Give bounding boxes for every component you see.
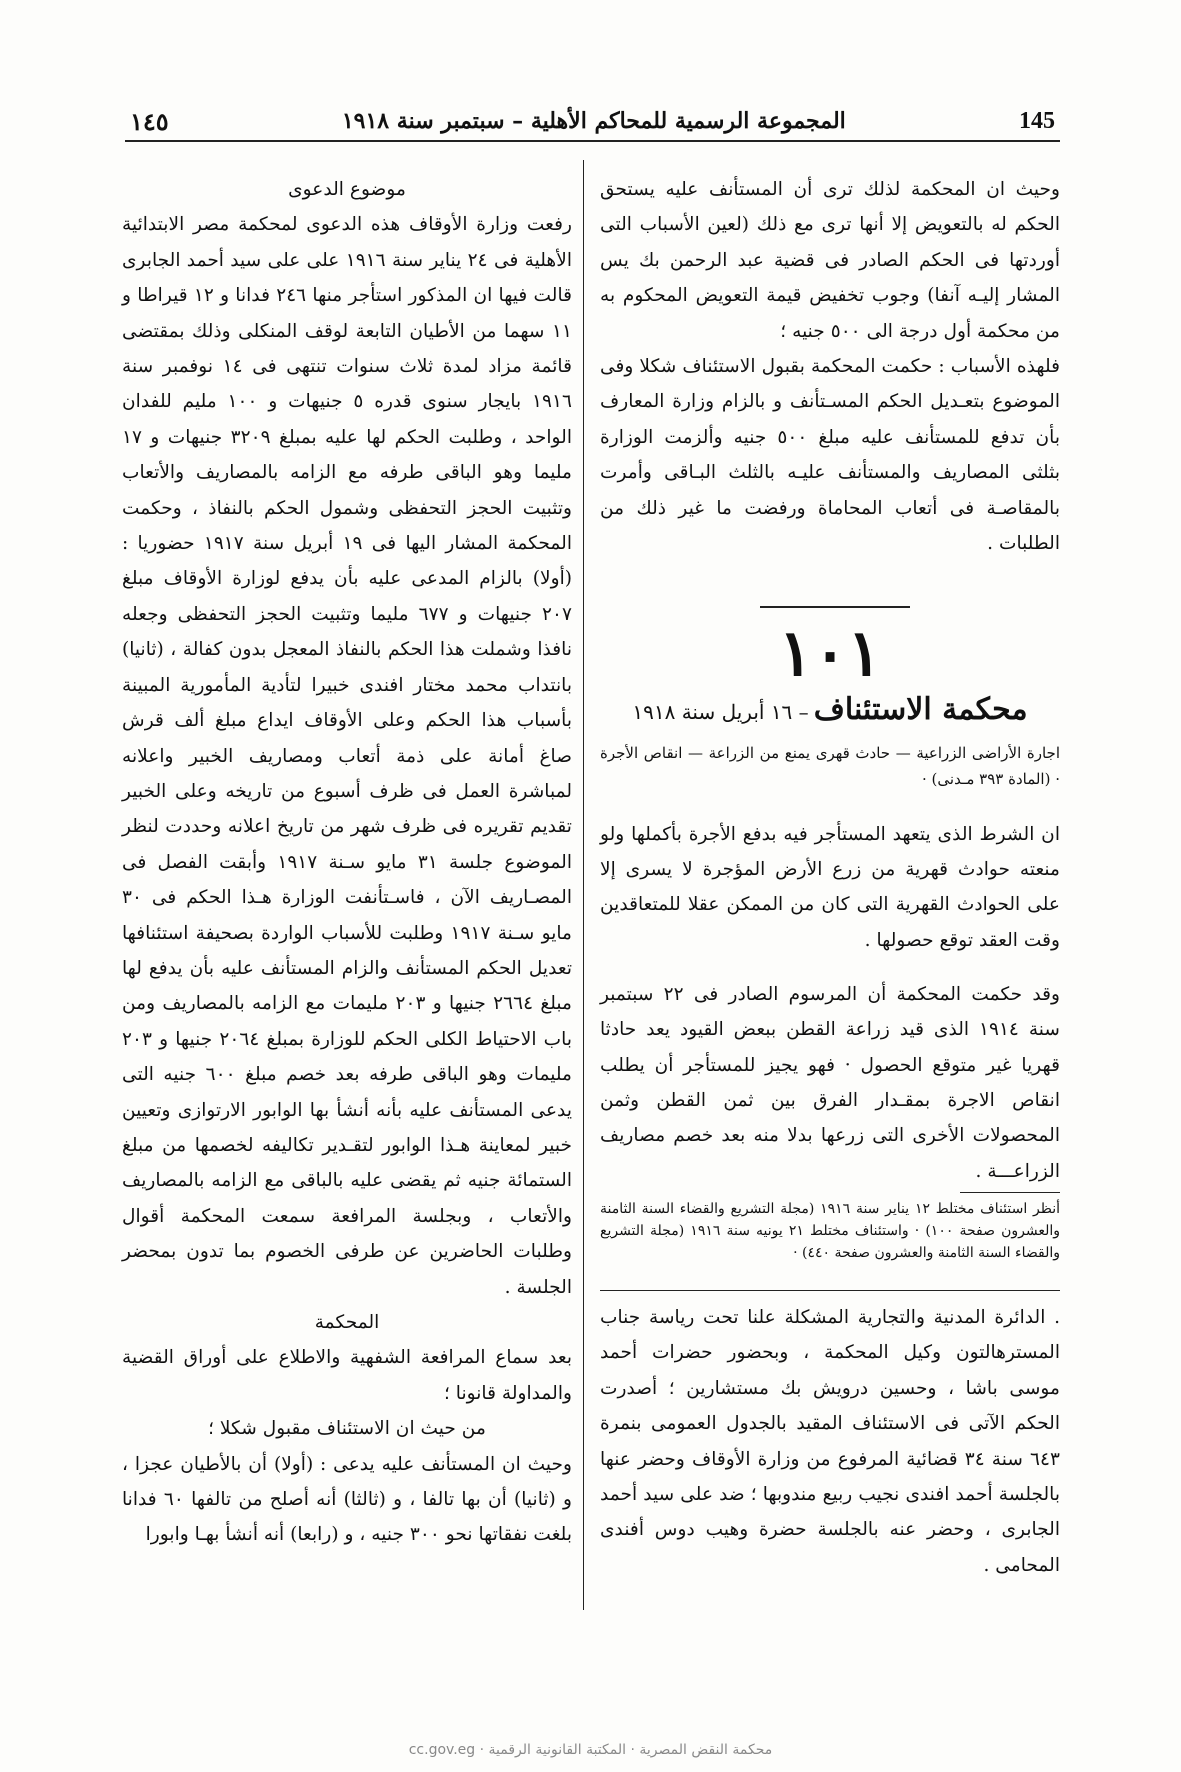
principle-paragraph: وقد حكمت المحكمة أن المرسوم الصادر فى ٢٢ سبتمبر سنة ١٩١٤ الذى قيد زراعة القطن ببعض القيود يعد حادثا قهريا غير متوقع الحصول · فهو يجيز للمستأجر أن يطلب انقاص الاجرة بمقـدار الفرق بين ثمن القطن وثمن المحصولات الأخرى التى زرعها بدلا منه بعد خصم مصاريف الزراعـــة . bbox=[600, 983, 1060, 1182]
footnote-end-rule bbox=[600, 1290, 1060, 1291]
case-separator bbox=[760, 606, 910, 608]
footer-watermark: cc.gov.eg · محكمة النقض المصرية · المكتبة القانونية الرقمية bbox=[408, 1742, 773, 1758]
case-principles bbox=[600, 798, 1060, 1208]
paragraph: وحيث ان المحكمة لذلك ترى أن المستأنف عليه يستحق الحكم له بالتعويض إلا أنها ترى مع ذلك (لعين الأسباب التى أوردتها فى الحكم الصادر فى قضية عبد الرحمن بك يس المشار إليـه آنفا) وجوب تخفيض قيمة التعويض المحكوم به من محكمة أول درجة الى ٥٠٠ جنيه ؛ bbox=[600, 179, 1060, 342]
header-rule bbox=[125, 140, 1060, 142]
footnote-rule bbox=[960, 1192, 1060, 1193]
panel-paragraph: . الدائرة المدنية والتجارية المشكلة علنا تحت رياسة جناب المسترهالتون وكيل المحكمة ، وبحضور حضرات أحمد موسى باشا ، وحسين درويش بك مستشارين ؛ أصدرت الحكم الآتى فى الاستئناف المقيد بالجدول العمومى بنمرة ٦٤٣ سنة ٣٤ قضائية المرفوع من وزارة الأوقاف وحضر عنها بالجلسة أحمد افندى نجيب ربيع مندوبها ؛ ضد على سيد أحمد الجابرى ، وحضر عنه بالجلسة حضرة وهيب دوس أفندى المحامى . bbox=[600, 1307, 1060, 1576]
running-title: المجموعة الرسمية للمحاكم الأهلية – سبتمبر سنة ١٩١٨ bbox=[341, 108, 846, 134]
paragraph: فلهذه الأسباب : حكمت المحكمة بقبول الاستئناف شكلا وفى الموضوع بتعـديل الحكم المسـتأنف و بالزام وزارة المعارف بأن تدفع للمستأنف عليه مبلغ ٥٠٠ جنيه وألزمت الوزارة بثلثى المصاريف والمستأنف عليـه بالثلث البـاقى وأمرت بالمقاصـة فى أتعاب المحاماة ورفضت ما غير ذلك من الطلبات . bbox=[600, 356, 1060, 555]
right-column-top bbox=[600, 172, 1060, 561]
court-name: محكمة الاستئناف bbox=[813, 692, 1028, 727]
page-header bbox=[130, 100, 1055, 142]
page-number-latin: 145 bbox=[1018, 107, 1055, 134]
footnote: أنظر استئناف مختلط ١٢ يناير سنة ١٩١٦ (مجلة التشريع والقضاء السنة الثامنة والعشرون صفحة ١٠٠) · واستئناف مختلط ٢١ يونيه سنة ١٩١٦ (مجلة التشريع والقضاء السنة الثامنة والعشرون صفحة ٤٤٠) · bbox=[600, 1201, 1061, 1261]
case-number: ١٠١ bbox=[778, 616, 882, 691]
court-heading: المحكمة bbox=[314, 1312, 380, 1333]
subject-paragraph: رفعت وزارة الأوقاف هذه الدعوى لمحكمة مصر الابتدائية الأهلية فى ٢٤ يناير سنة ١٩١٦ على على سيد أحمد الجابرى قالت فيها ان المذكور استأجر منها ٢٤٦ فدانا و ١٢ قيراطا و ١١ سهما من الأطيان التابعة لوقف المنكلى وذلك بمقتضى قائمة مزاد لمدة ثلاث سنوات تنتهى فى ١٤ نوفمبر سنة ١٩١٦ بايجار سنوى قدره ٥ جنيهات و ١٠٠ مليم للفدان الواحد ، وطلبت الحكم لها عليه بمبلغ ٣٢٠٩ جنيهات و ١٧ مليما وهو الباقى طرفه مع الزامه بالمصاريف والأتعاب وتثبيت الحجز التحفظى وشمول الحكم بالنفاذ ، وحكمت المحكمة المشار اليها فى ١٩ أبريل سنة ١٩١٧ حضوريا : (أولا) بالزام المدعى عليه بأن يدفع لوزارة الأوقاف مبلغ ٢٠٧ جنيهات و ٦٧٧ مليما وتثبيت الحجز التحفظى وجعله نافذا وشملت هذا الحكم بالنفاذ المعجل بدون كفالة ، (ثانيا) بانتداب محمد مختار افندى خبيرا لتأدية المأمورية المبينة بأسباب هذا الحكم وعلى الأوقاف ايداع مبلغ ألف قرش صاغ أمانة على ذمة أتعاب ومصاريف الخبير واعلانه لمباشرة العمل فى ظرف أسبوع من تاريخه وعلى الخبير تقديم تقريره فى ظرف شهر من تاريخ اعلانه وحددت لنظر الموضوع جلسة ٣١ مايو سـنة ١٩١٧ وأبقت الفصل فى المصـاريف الآن ، فاسـتأنفت الوزارة هـذا الحكم فى ٣٠ مايو سـنة ١٩١٧ وطلبت للأسباب الواردة بصحيفة استئنافها تعديل الحكم المستأنف والزام المستأنف عليه بأن يدفع لها مبلغ ٢٦٦٤ جنيها و ٢٠٣ مليمات مع الزامه بالمصاريف ومن باب الاحتياط الكلى الحكم للوزارة بمبلغ ٢٠٦٤ جنيها و ٢٠٣ مليمات وهو الباقى طرفه بعد خصم مبلغ ٦٠٠ جنيه التى يدعى المستأنف عليه بأنه أنشأ بها الوابور الارتوازى وتعيين خبير لمعاينة هـذا الوابور لتقـدير تكاليفه لخصمها من مبلغ الستمائة جنيه ثم يقضى عليه بالباقى مع الزامه بالمصاريف والأتعاب ، وبجلسة المرافعة سمعت المحكمة أقوال وطلبات الحاضرين عن طرفى الخصوم بما تدون بمحضر الجلسة . bbox=[122, 214, 573, 1298]
page-number-arabic: ١٤٥ bbox=[130, 106, 169, 136]
column-divider bbox=[583, 160, 584, 1610]
case-summary: اجارة الأراضى الزراعية — حادث قهرى يمنع من الزراعة — انقاص الأجرة · (المادة ٣٩٣ مـدنى) · bbox=[600, 744, 1060, 788]
court-title bbox=[600, 690, 1060, 734]
court-date: – ١٦ أبريل سنة ١٩١٨ bbox=[632, 700, 809, 724]
left-column bbox=[122, 172, 572, 1553]
principle-paragraph: ان الشرط الذى يتعهد المستأجر فيه بدفع الأجرة بأكملها ولو منعته حوادث قهرية من زرع الأرض المؤجرة لا يسرى إلا على الحوادث القهرية التى كان من الممكن عقلا للمتعاقدين وقت العقد توقع حصولها . bbox=[600, 823, 1060, 951]
court-paragraph: من حيث ان الاستئناف مقبول شكلا ؛ bbox=[208, 1418, 486, 1440]
court-paragraph: بعد سماع المرافعة الشفهية والاطلاع على أوراق القضية والمداولة قانونا ؛ bbox=[122, 1347, 572, 1404]
court-paragraph: وحيث ان المستأنف عليه يدعى : (أولا) أن بالأطيان عجزا ، و (ثانيا) أن بها تالفا ، و (ثالثا) أنه أصلح من تالفها ٦٠ فدانا بلغت نفقاتها نحو ٣٠٠ جنيه ، و (رابعا) أنه أنشأ بهـا وابورا bbox=[122, 1453, 572, 1546]
subject-heading: موضوع الدعوى bbox=[288, 179, 406, 200]
